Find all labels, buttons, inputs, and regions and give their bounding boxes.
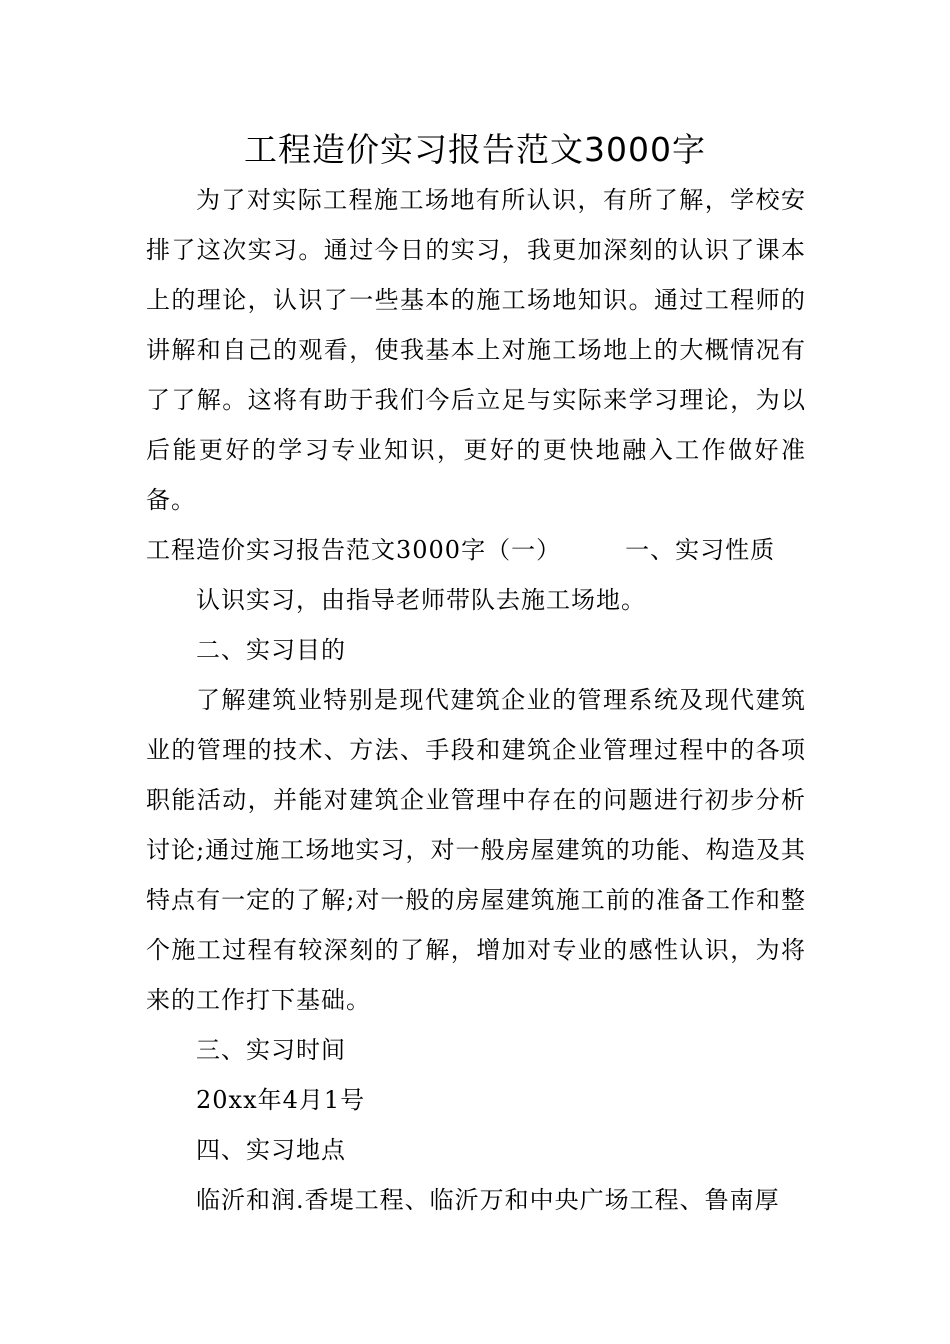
section4-heading: 四、实习地点 bbox=[196, 1136, 346, 1164]
section3-heading: 三、实习时间 bbox=[196, 1036, 346, 1064]
report-subtitle: 工程造价实习报告范文3000字（一） bbox=[146, 536, 562, 564]
section4-text: 临沂和润.香堤工程、临沂万和中央广场工程、鲁南厚 bbox=[196, 1186, 780, 1214]
section3-text: 20xx年4月1号 bbox=[196, 1086, 366, 1114]
section2-heading: 二、实习目的 bbox=[196, 636, 346, 664]
subtitle-line bbox=[146, 525, 806, 575]
document-body bbox=[146, 175, 806, 1225]
section2-text: 了解建筑业特别是现代建筑企业的管理系统及现代建筑业的管理的技术、方法、手段和建筑企业管理过程中的各项职能活动，并能对建筑企业管理中存在的问题进行初步分析讨论;通过施工场地实习，对一般房屋建筑的功能、构造及其特点有一定的了解;对一般的房屋建筑施工前的准备工作和整个施工过程有较深刻的了解，增加对专业的感性认识，为将来的工作打下基础。 bbox=[146, 686, 806, 1014]
section1-text: 认识实习，由指导老师带队去施工场地。 bbox=[196, 586, 646, 614]
document-title: 工程造价实习报告范文3000字 bbox=[244, 130, 706, 169]
intro-paragraph: 为了对实际工程施工场地有所认识，有所了解，学校安排了这次实习。通过今日的实习，我更加深刻的认识了课本上的理论，认识了一些基本的施工场地知识。通过工程师的讲解和自己的观看，使我基本上对施工场地上的大概情况有了了解。这将有助于我们今后立足与实际来学习理论，为以后能更好的学习专业知识，更好的更快地融入工作做好准备。 bbox=[146, 186, 806, 514]
section1-heading: 一、实习性质 bbox=[625, 536, 776, 564]
